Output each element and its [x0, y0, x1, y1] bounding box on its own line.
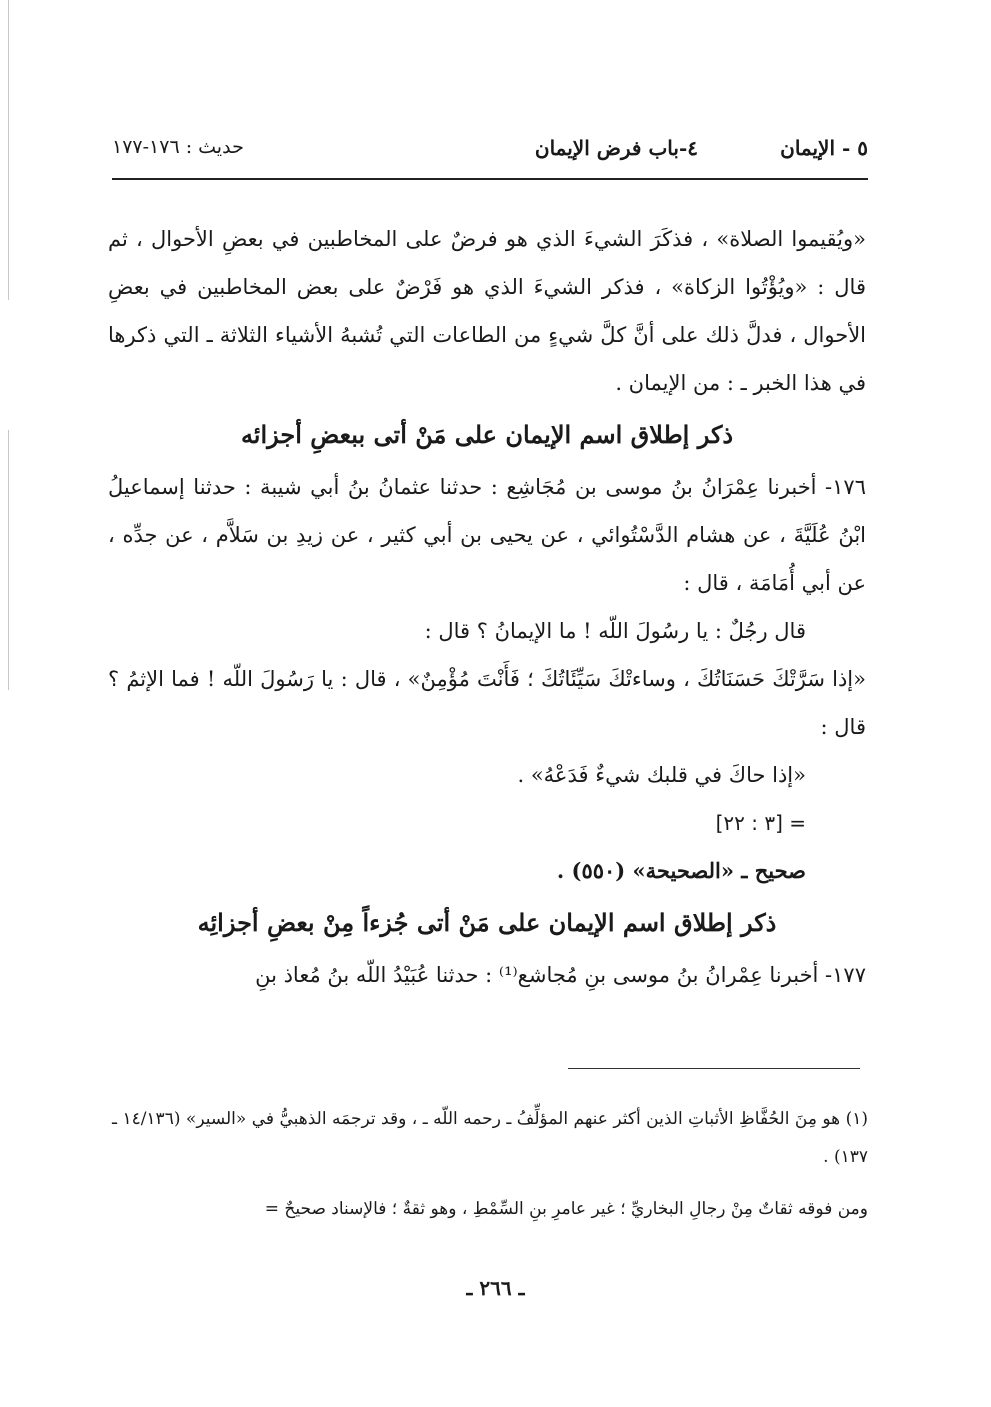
scan-edge-line	[8, 430, 9, 690]
section-heading: ذكر إطلاق اسم الإيمان على مَنْ أتى ببعضِ أجزائه	[240, 420, 734, 449]
header-rule	[112, 178, 868, 180]
paragraph: ١٧٧- أخبرنا عِمْرانُ بنُ موسى بنِ مُجاشع⁽¹⁾ : حدثنا عُبَيْدُ اللّه بنُ مُعاذ بنِ	[255, 963, 866, 987]
footnotes	[112, 1100, 868, 1242]
scan-edge-line	[8, 0, 9, 300]
footnote: (١) هو مِنَ الحُفَّاظِ الأثباتِ الذين أكثر عنهم المؤلِّفُ ـ رحمه اللّه ـ ، وقد ترجمَه الذهبيُّ في «السير» (١٤/١٣٦ ـ ١٣٧) .	[112, 1109, 868, 1167]
footnote: ومن فوقه ثقاتٌ مِنْ رجالِ البخاريِّ ؛ غير عامرِ بنِ السِّمْطِ ، وهو ثقةٌ ؛ فالإسناد صحيحٌ =	[264, 1199, 868, 1219]
running-header	[112, 136, 868, 170]
hadith-text: قال رجُلٌ : يا رسُولَ اللّه ! ما الإيمانُ ؟ قال :	[424, 619, 806, 643]
page-number: ـ ٢٦٦ ـ	[466, 1276, 525, 1300]
header-bab: ٤-باب فرض الإيمان	[534, 136, 698, 160]
reference: = [٣ : ٢٢]	[715, 811, 806, 835]
main-text	[108, 215, 866, 999]
hadith-text: «إذا حاكَ في قلبك شيءٌ فَدَعْهُ» .	[517, 763, 806, 787]
paragraph: ١٧٦- أخبرنا عِمْرَانُ بنُ موسى بن مُجَاشِع : حدثنا عثمانُ بنُ أبي شيبة : حدثنا إسماعيلُ ابْنُ عُلَيَّةَ ، عن هشام الدَّسْتُوائي ، عن يحيى بن أبي كثير ، عن زيدِ بن سَلاَّم ، عن جدِّه ، عن أبي أُمَامَة ، قال :	[108, 475, 866, 595]
hadith-text: «إذا سَرَّتْكَ حَسَنَاتُكَ ، وساءتْكَ سَيِّئَاتُكَ ؛ فَأَنْتَ مُؤْمِنٌ» ، قال : يا رَسُولَ اللّه ! فما الإثمُ ؟ قال :	[108, 667, 866, 739]
grading: صحيح ـ «الصحيحة» (٥٥٠) .	[556, 858, 806, 883]
header-hadith-range: حديث : ١٧٦-١٧٧	[112, 136, 244, 158]
paragraph: «ويُقيموا الصلاة» ، فذكَرَ الشيءَ الذي هو فرضٌ على المخاطبين في بعضِ الأحوال ، ثم قال : «ويُؤْتُوا الزكاة» ، فذكر الشيءَ الذي هو فَرْضٌ على بعض المخاطبين في بعضِ الأحوال ، فدلَّ ذلك على أنَّ كلَّ شيءٍ من الطاعات التي تُشبهُ الأشياء الثلاثة ـ التي ذكرها في هذا الخبر ـ : من الإيمان .	[108, 227, 866, 395]
header-chapter: ٥ - الإيمان	[780, 136, 868, 160]
section-heading: ذكر إطلاق اسم الإيمان على مَنْ أتى جُزءاً مِنْ بعضِ أجزائِه	[197, 908, 777, 937]
footnote-rule	[568, 1068, 860, 1069]
